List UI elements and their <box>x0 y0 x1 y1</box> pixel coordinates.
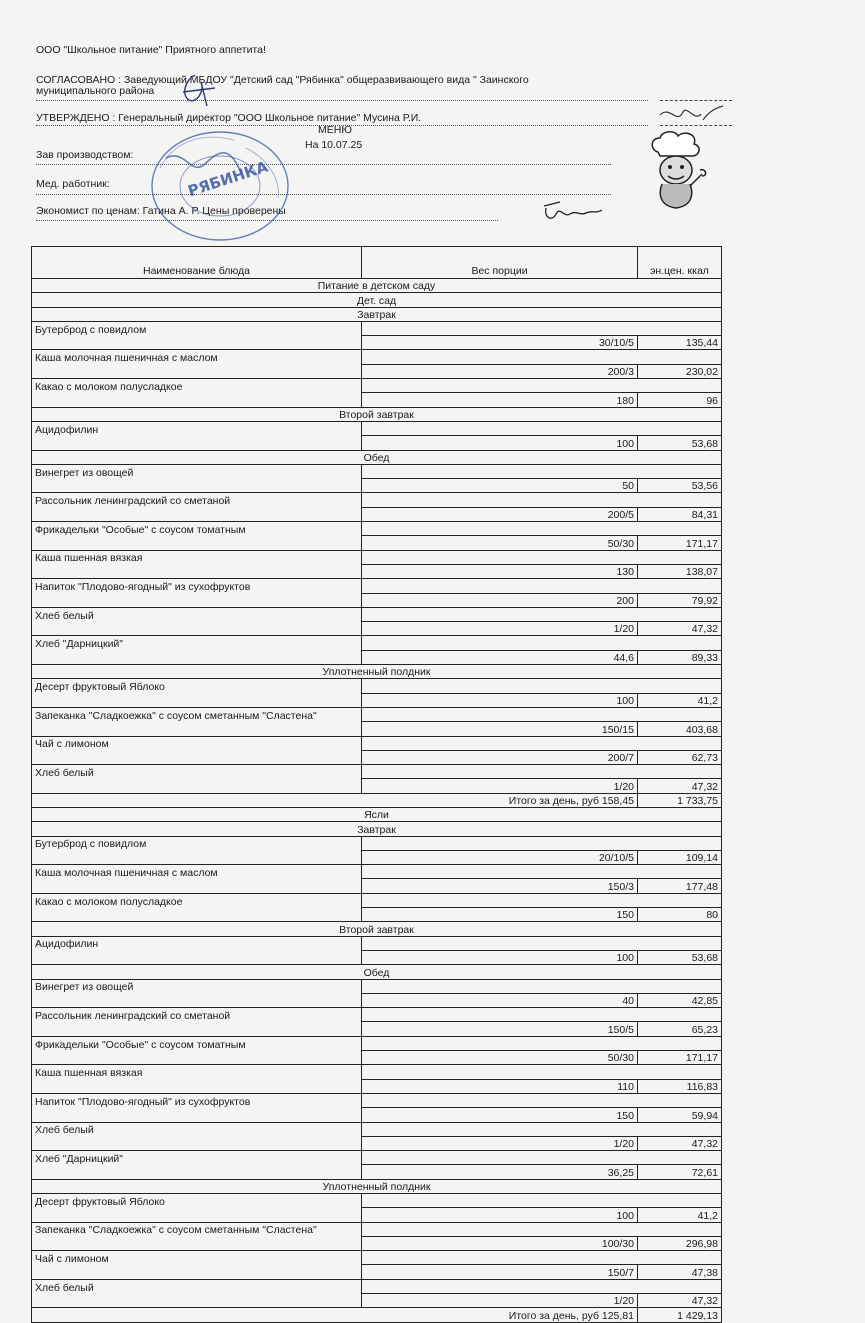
table-row-values <box>32 1165 722 1179</box>
portion-weight: 130 <box>362 564 638 578</box>
table-row <box>32 607 722 621</box>
energy-kcal: 296,98 <box>638 1236 722 1250</box>
agreed-line-1: СОГЛАСОВАНО : Заведующий МБДОУ "Детский сад "Рябинка" общеразвивающего вида " Заинского <box>36 74 529 86</box>
dish-name: Чай с лимоном <box>32 736 362 750</box>
signature-economist <box>540 198 605 226</box>
dish-name: Хлеб "Дарницкий" <box>32 1151 362 1165</box>
empty-cell <box>362 1279 722 1293</box>
table-row-values <box>32 908 722 922</box>
table-row <box>32 679 722 693</box>
empty-cell <box>362 1036 722 1050</box>
empty-cell <box>32 750 362 764</box>
energy-kcal: 53,68 <box>638 436 722 450</box>
table-row <box>32 836 722 850</box>
energy-kcal: 171,17 <box>638 1051 722 1065</box>
dish-name: Какао с молоком полусладкое <box>32 893 362 907</box>
empty-cell <box>32 879 362 893</box>
approved-line: УТВЕРЖДЕНО : Генеральный директор "ООО Школьное питание" Мусина Р.И. <box>36 112 422 124</box>
total-kcal: 1 733,75 <box>638 793 722 807</box>
section-row <box>32 293 722 307</box>
section-row <box>32 407 722 421</box>
dish-name: Фрикадельки "Особые" с соусом томатным <box>32 1036 362 1050</box>
energy-kcal: 72,61 <box>638 1165 722 1179</box>
portion-weight: 40 <box>362 993 638 1007</box>
portion-weight: 200/7 <box>362 750 638 764</box>
section-title: Второй завтрак <box>32 922 722 936</box>
empty-cell <box>32 693 362 707</box>
dish-name: Хлеб "Дарницкий" <box>32 636 362 650</box>
portion-weight: 36,25 <box>362 1165 638 1179</box>
table-row <box>32 1194 722 1208</box>
dish-name: Хлеб белый <box>32 1279 362 1293</box>
energy-kcal: 53,68 <box>638 950 722 964</box>
empty-cell <box>32 393 362 407</box>
empty-cell <box>362 765 722 779</box>
table-row-values <box>32 779 722 793</box>
dish-name: Каша пшенная вязкая <box>32 1065 362 1079</box>
signature-approved <box>655 100 725 130</box>
table-row-values <box>32 393 722 407</box>
energy-kcal: 41,2 <box>638 693 722 707</box>
table-row-values <box>32 1051 722 1065</box>
portion-weight: 150 <box>362 908 638 922</box>
portion-weight: 44,6 <box>362 650 638 664</box>
menu-table-body <box>32 247 722 1323</box>
dish-name: Хлеб белый <box>32 607 362 621</box>
portion-weight: 50 <box>362 479 638 493</box>
empty-cell <box>362 865 722 879</box>
table-row <box>32 765 722 779</box>
company-line: ООО "Школьное питание" Приятного аппетита! <box>36 44 266 56</box>
energy-kcal: 403,68 <box>638 722 722 736</box>
table-row <box>32 1222 722 1236</box>
empty-cell <box>32 993 362 1007</box>
portion-weight: 100 <box>362 693 638 707</box>
empty-cell <box>362 379 722 393</box>
portion-weight: 1/20 <box>362 779 638 793</box>
portion-weight: 200/3 <box>362 364 638 378</box>
section-title: Питание в детском саду <box>32 279 722 293</box>
dish-name: Ацидофилин <box>32 936 362 950</box>
table-row-values <box>32 622 722 636</box>
agreed-line-2: муниципального района <box>36 85 155 97</box>
table-row <box>32 550 722 564</box>
table-row <box>32 1251 722 1265</box>
empty-cell <box>32 479 362 493</box>
energy-kcal: 47,38 <box>638 1265 722 1279</box>
table-row <box>32 1122 722 1136</box>
menu-date: На 10.07.25 <box>305 139 363 151</box>
empty-cell <box>362 936 722 950</box>
section-title: Второй завтрак <box>32 407 722 421</box>
table-row <box>32 350 722 364</box>
signature-agreed <box>175 70 220 110</box>
empty-cell <box>362 1008 722 1022</box>
portion-weight: 150/15 <box>362 722 638 736</box>
empty-cell <box>32 564 362 578</box>
dish-name: Десерт фруктовый Яблоко <box>32 679 362 693</box>
energy-kcal: 80 <box>638 908 722 922</box>
production-head-label: Зав производством: <box>36 149 134 161</box>
empty-cell <box>32 1208 362 1222</box>
total-row <box>32 1308 722 1322</box>
energy-kcal: 47,32 <box>638 779 722 793</box>
empty-cell <box>32 779 362 793</box>
portion-weight: 50/30 <box>362 536 638 550</box>
section-row <box>32 307 722 321</box>
energy-kcal: 135,44 <box>638 336 722 350</box>
dish-name: Рассольник ленинградский со сметаной <box>32 493 362 507</box>
table-row-values <box>32 336 722 350</box>
empty-cell <box>362 579 722 593</box>
energy-kcal: 79,92 <box>638 593 722 607</box>
dish-name: Запеканка "Сладкоежка" с соусом сметанным "Сластена" <box>32 707 362 721</box>
energy-kcal: 65,23 <box>638 1022 722 1036</box>
empty-cell <box>362 736 722 750</box>
portion-weight: 180 <box>362 393 638 407</box>
empty-cell <box>362 707 722 721</box>
table-row <box>32 1065 722 1079</box>
empty-cell <box>32 1051 362 1065</box>
energy-kcal: 89,33 <box>638 650 722 664</box>
table-row <box>32 636 722 650</box>
table-row-values <box>32 1079 722 1093</box>
portion-weight: 100 <box>362 950 638 964</box>
portion-weight: 200/5 <box>362 507 638 521</box>
empty-cell <box>362 636 722 650</box>
dish-name: Бутерброд с повидлом <box>32 836 362 850</box>
empty-cell <box>362 493 722 507</box>
section-row <box>32 922 722 936</box>
empty-cell <box>32 622 362 636</box>
portion-weight: 150 <box>362 1108 638 1122</box>
section-row <box>32 822 722 836</box>
empty-cell <box>32 950 362 964</box>
dish-name: Каша молочная пшеничная с маслом <box>32 350 362 364</box>
section-row <box>32 665 722 679</box>
portion-weight: 100 <box>362 436 638 450</box>
section-row <box>32 807 722 821</box>
empty-cell <box>362 1093 722 1107</box>
dish-name: Ацидофилин <box>32 421 362 435</box>
energy-kcal: 177,48 <box>638 879 722 893</box>
table-row <box>32 893 722 907</box>
empty-cell <box>362 679 722 693</box>
empty-cell <box>362 979 722 993</box>
empty-cell <box>362 421 722 435</box>
energy-kcal: 96 <box>638 393 722 407</box>
medic-label: Мед. работник: <box>36 178 110 190</box>
table-row-values <box>32 1236 722 1250</box>
table-row <box>32 579 722 593</box>
total-label: Итого за день, руб 158,45 <box>32 793 638 807</box>
portion-weight: 1/20 <box>362 622 638 636</box>
table-row-values <box>32 1022 722 1036</box>
portion-weight: 150/3 <box>362 879 638 893</box>
chef-mascot-icon <box>640 130 715 210</box>
portion-weight: 100/30 <box>362 1236 638 1250</box>
section-title: Обед <box>32 450 722 464</box>
empty-cell <box>32 1265 362 1279</box>
table-row-values <box>32 1108 722 1122</box>
stamp-seal <box>146 128 291 243</box>
empty-cell <box>32 507 362 521</box>
table-row-values <box>32 950 722 964</box>
section-row <box>32 1179 722 1193</box>
table-row <box>32 321 722 335</box>
portion-weight: 150/7 <box>362 1265 638 1279</box>
portion-weight: 20/10/5 <box>362 850 638 864</box>
empty-cell <box>32 536 362 550</box>
table-row <box>32 936 722 950</box>
table-row-values <box>32 993 722 1007</box>
dish-name: Рассольник ленинградский со сметаной <box>32 1008 362 1022</box>
column-header-dish: Наименование блюда <box>32 247 362 279</box>
energy-kcal: 47,32 <box>638 1136 722 1150</box>
total-row <box>32 793 722 807</box>
table-row-values <box>32 364 722 378</box>
empty-cell <box>32 850 362 864</box>
menu-title: МЕНЮ <box>318 124 352 136</box>
empty-cell <box>32 908 362 922</box>
portion-weight: 150/5 <box>362 1022 638 1036</box>
energy-kcal: 53,56 <box>638 479 722 493</box>
empty-cell <box>32 593 362 607</box>
section-title: Уплотненный полдник <box>32 665 722 679</box>
energy-kcal: 47,32 <box>638 622 722 636</box>
table-row-values <box>32 722 722 736</box>
section-title: Завтрак <box>32 822 722 836</box>
table-row-values <box>32 1294 722 1308</box>
portion-weight: 30/10/5 <box>362 336 638 350</box>
production-signature-line <box>36 164 611 165</box>
energy-kcal: 116,83 <box>638 1079 722 1093</box>
table-row <box>32 522 722 536</box>
table-row <box>32 1008 722 1022</box>
empty-cell <box>362 1122 722 1136</box>
empty-cell <box>362 1222 722 1236</box>
table-row-values <box>32 693 722 707</box>
empty-cell <box>362 464 722 478</box>
empty-cell <box>362 1251 722 1265</box>
empty-cell <box>362 321 722 335</box>
energy-kcal: 62,73 <box>638 750 722 764</box>
table-row <box>32 421 722 435</box>
energy-kcal: 230,02 <box>638 364 722 378</box>
section-title: Дет. сад <box>32 293 722 307</box>
dish-name: Фрикадельки "Особые" с соусом томатным <box>32 522 362 536</box>
table-row <box>32 379 722 393</box>
table-row-values <box>32 879 722 893</box>
section-title: Ясли <box>32 807 722 821</box>
energy-kcal: 59,94 <box>638 1108 722 1122</box>
energy-kcal: 138,07 <box>638 564 722 578</box>
dish-name: Какао с молоком полусладкое <box>32 379 362 393</box>
table-row-values <box>32 850 722 864</box>
section-title: Обед <box>32 965 722 979</box>
table-row <box>32 736 722 750</box>
table-row-values <box>32 436 722 450</box>
dish-name: Напиток "Плодово-ягодный" из сухофруктов <box>32 1093 362 1107</box>
energy-kcal: 84,31 <box>638 507 722 521</box>
section-row <box>32 450 722 464</box>
dish-name: Бутерброд с повидлом <box>32 321 362 335</box>
table-row <box>32 493 722 507</box>
empty-cell <box>362 1151 722 1165</box>
table-row-values <box>32 564 722 578</box>
stamp-text: РЯБИНКА <box>185 157 271 201</box>
section-row <box>32 279 722 293</box>
table-row <box>32 865 722 879</box>
empty-cell <box>32 1108 362 1122</box>
energy-kcal: 41,2 <box>638 1208 722 1222</box>
portion-weight: 50/30 <box>362 1051 638 1065</box>
empty-cell <box>32 650 362 664</box>
total-kcal: 1 429,13 <box>638 1308 722 1322</box>
table-row-values <box>32 479 722 493</box>
energy-kcal: 109,14 <box>638 850 722 864</box>
empty-cell <box>362 350 722 364</box>
table-header-row <box>32 247 722 279</box>
economist-line: Экономист по ценам: Гатина А. Р. Цены проверены <box>36 205 286 217</box>
empty-cell <box>32 364 362 378</box>
empty-cell <box>32 1136 362 1150</box>
portion-weight: 1/20 <box>362 1294 638 1308</box>
table-row-values <box>32 1265 722 1279</box>
medic-signature-line <box>36 194 611 195</box>
table-row-values <box>32 1136 722 1150</box>
empty-cell <box>32 336 362 350</box>
empty-cell <box>362 893 722 907</box>
energy-kcal: 171,17 <box>638 536 722 550</box>
dish-name: Запеканка "Сладкоежка" с соусом сметанным "Сластена" <box>32 1222 362 1236</box>
table-row <box>32 1279 722 1293</box>
dish-name: Винегрет из овощей <box>32 979 362 993</box>
section-row <box>32 965 722 979</box>
empty-cell <box>362 522 722 536</box>
column-header-kcal: эн.цен. ккал <box>638 247 722 279</box>
dish-name: Каша молочная пшеничная с маслом <box>32 865 362 879</box>
portion-weight: 200 <box>362 593 638 607</box>
table-row-values <box>32 536 722 550</box>
empty-cell <box>32 436 362 450</box>
agreed-signature-line <box>36 100 648 101</box>
dish-name: Напиток "Плодово-ягодный" из сухофруктов <box>32 579 362 593</box>
table-row-values <box>32 1208 722 1222</box>
portion-weight: 110 <box>362 1079 638 1093</box>
portion-weight: 1/20 <box>362 1136 638 1150</box>
section-title: Уплотненный полдник <box>32 1179 722 1193</box>
dish-name: Хлеб белый <box>32 1122 362 1136</box>
dish-name: Каша пшенная вязкая <box>32 550 362 564</box>
table-row <box>32 464 722 478</box>
section-title: Завтрак <box>32 307 722 321</box>
table-row-values <box>32 593 722 607</box>
empty-cell <box>32 1079 362 1093</box>
table-row <box>32 979 722 993</box>
table-row <box>32 707 722 721</box>
portion-weight: 100 <box>362 1208 638 1222</box>
empty-cell <box>32 1236 362 1250</box>
energy-kcal: 42,85 <box>638 993 722 1007</box>
table-row-values <box>32 507 722 521</box>
empty-cell <box>362 836 722 850</box>
empty-cell <box>32 1294 362 1308</box>
table-row <box>32 1093 722 1107</box>
empty-cell <box>32 722 362 736</box>
energy-kcal: 47,32 <box>638 1294 722 1308</box>
table-row-values <box>32 750 722 764</box>
table-row <box>32 1151 722 1165</box>
dish-name: Хлеб белый <box>32 765 362 779</box>
empty-cell <box>362 1194 722 1208</box>
table-row <box>32 1036 722 1050</box>
dish-name: Чай с лимоном <box>32 1251 362 1265</box>
table-row-values <box>32 650 722 664</box>
total-label: Итого за день, руб 125,81 <box>32 1308 638 1322</box>
dish-name: Десерт фруктовый Яблоко <box>32 1194 362 1208</box>
empty-cell <box>32 1022 362 1036</box>
menu-table <box>31 246 722 1323</box>
empty-cell <box>362 550 722 564</box>
empty-cell <box>32 1165 362 1179</box>
column-header-weight: Вес порции <box>362 247 638 279</box>
empty-cell <box>362 607 722 621</box>
empty-cell <box>362 1065 722 1079</box>
dish-name: Винегрет из овощей <box>32 464 362 478</box>
